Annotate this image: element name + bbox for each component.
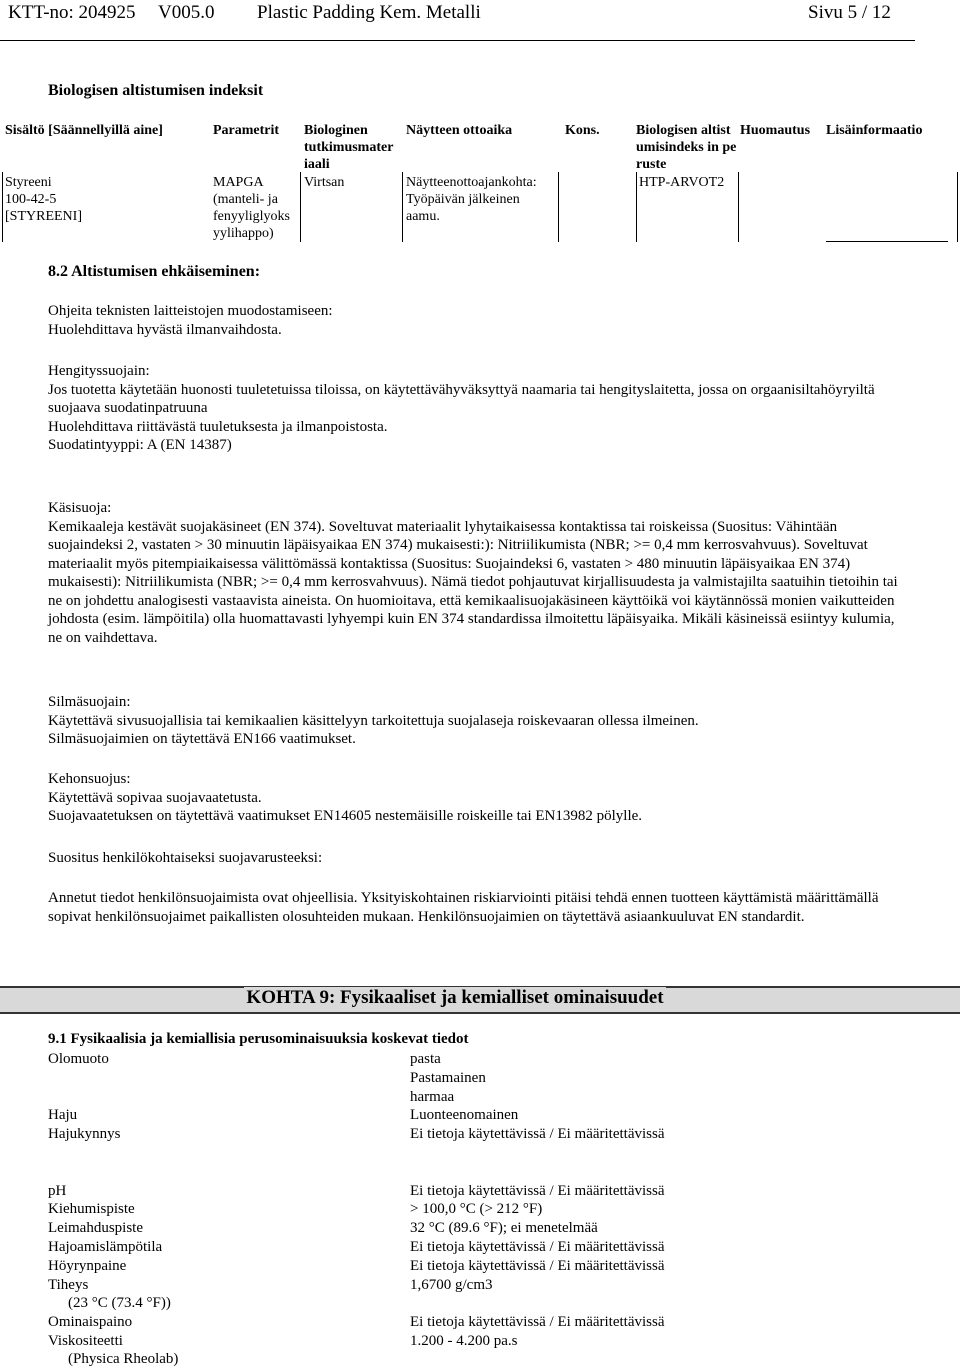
cell-material: Virtsan <box>304 175 345 190</box>
prop-viskositeetti-value: 1.200 - 4.200 pa.s <box>410 1333 518 1349</box>
prop-olomuoto-value-1: pasta <box>410 1051 441 1067</box>
prop-olomuoto: Olomuoto <box>48 1051 109 1067</box>
cell-time-line: Työpäivän jälkeinen <box>406 192 520 207</box>
hand-text: Kemikaaleja kestävät suojakäsineet (EN 374). Soveltuvat materiaalit lyhytaikaisessa kontaktissa tai roiskeissa (Suositus: Vähintään suojaindeksi 2, vastaten > 30 minuutin läpäisyaikaa EN 374) mukaisesti:): Nitriilikumista (NBR; >= 0,4 mm kerrosvahvuus). Soveltuvat materiaalit myös pitempiaikaisessa välittömässä kontaktissa (Suositus: Suojaindeksi 6, vastaten > 480 minuutin läpäisyaikaa EN 374) mukaisesti): Nitriilikumista (NBR; >= 0,4 mm kerrosvahvuus). Nämä tiedot pohjautuvat kirjallisuudesta ja valmistajilta saatuihin tietoihin tai ne on johdettu analogisesti vastaavista aineista. On huomioitava, että kemikaalisuojakäsineen käyttöikä voi käytännössä monien vaikutteiden johdosta (esim. lämpöitila) olla huomattavasti lyhyempi kuin EN 374 standardissa ilmoitettu läpäisyaika. Mikäli käsineissä esiintyy kulumia, ne on vaihdettava. <box>48 518 898 646</box>
header-product: Plastic Padding Kem. Metalli <box>257 2 481 23</box>
table-vline <box>957 172 958 242</box>
cell-parameter-line: yylihappo) <box>213 226 274 241</box>
col-header-substance: Sisältö [Säännellyillä aine] <box>5 123 163 138</box>
hand-block <box>48 499 910 647</box>
prop-hajoamislampotila: Hajoamislämpötila <box>48 1239 163 1255</box>
prop-hoyrynpaine-value: Ei tietoja käytettävissä / Ei määritettävissä <box>410 1258 665 1274</box>
eye-block <box>48 693 910 749</box>
col-header-note: Huomautus <box>740 123 811 138</box>
prop-leimahduspiste-value: 32 °C (89.6 °F); ei menetelmää <box>410 1220 598 1236</box>
table-vline <box>2 172 3 242</box>
prop-olomuoto-value-2: Pastamainen <box>410 1070 486 1086</box>
cell-substance-line: Styreeni <box>5 175 52 190</box>
header-page: Sivu 5 / 12 <box>808 2 891 23</box>
table-vline <box>300 172 301 242</box>
eye-text-1: Käytettävä sivusuojallisia tai kemikaalien käsittelyyn tarkoitettuja suojalaseja roiskevaaran ollessa ilmeinen. <box>48 712 699 729</box>
prop-hoyrynpaine: Höyrynpaine <box>48 1258 127 1274</box>
eye-text-2: Silmäsuojaimien on täytettävä EN166 vaatimukset. <box>48 731 356 747</box>
col-header-conc: Kons. <box>565 123 600 138</box>
body-text-1: Käytettävä sopivaa suojavaatetusta. <box>48 789 262 806</box>
body-label: Kehonsuojus: <box>48 771 131 787</box>
section-9-title <box>0 987 910 1009</box>
col-header-basis: Biologisen altistumisindeks in peruste <box>636 123 737 172</box>
prop-kiehumispiste-value: > 100,0 °C (> 212 °F) <box>410 1201 543 1217</box>
col-header-parameter: Parametrit <box>213 123 280 138</box>
prop-ph: pH <box>48 1183 67 1199</box>
body-block <box>48 770 910 826</box>
col-header-material: Biologinen tutkimusmater iaali <box>304 123 394 172</box>
cell-basis: HTP-ARVOT2 <box>639 175 725 190</box>
cell-substance-line: 100-42-5 <box>5 192 57 207</box>
col-header-time: Näytteen ottoaika <box>406 123 513 138</box>
cell-substance <box>5 174 82 225</box>
prop-viskositeetti-condition: (Physica Rheolab) <box>68 1351 179 1367</box>
header-version: V005.0 <box>158 2 215 23</box>
cell-parameter-line: MAPGA <box>213 175 264 190</box>
cell-time-line: aamu. <box>406 209 440 224</box>
section-9-1-title: 9.1 Fysikaalisia ja kemiallisia perusominaisuuksia koskevat tiedot <box>48 1031 469 1047</box>
resp-text-2: Huolehdittava riittävästä tuuletuksesta ja ilmanpoistosta. <box>48 418 388 435</box>
bio-section-title: Biologisen altistumisen indeksit <box>48 82 264 99</box>
body-text-2: Suojavaatetuksen on täytettävä vaatimukset EN14605 nestemäisille roiskeille tai EN13982 pölylle. <box>48 808 643 824</box>
prop-olomuoto-value-3: harmaa <box>410 1089 455 1105</box>
hand-label: Käsisuoja: <box>48 500 112 516</box>
prop-tiheys: Tiheys <box>48 1277 89 1293</box>
resp-block <box>48 362 910 455</box>
cell-substance-line: [STYREENI] <box>5 209 82 224</box>
resp-text-1: Jos tuotetta käytetään huonosti tuuletetuissa tiloissa, on käytettävähyväksyttyä naamaria tai hengityslaitetta, jossa on orgaanisiltahöyryiltä suojaava suodatinpatruuna <box>48 381 875 416</box>
header-rule <box>0 40 915 41</box>
tech-label: Ohjeita teknisten laitteistojen muodostamiseen: <box>48 303 333 319</box>
prop-viskositeetti: Viskositeetti <box>48 1333 123 1349</box>
table-vline <box>636 172 637 242</box>
prop-haju-value: Luonteenomainen <box>410 1107 519 1123</box>
table-vline <box>558 172 559 242</box>
prop-ominaispaino: Ominaispaino <box>48 1314 133 1330</box>
tech-block <box>48 302 910 339</box>
cell-parameter <box>213 174 290 242</box>
prop-haju: Haju <box>48 1107 78 1123</box>
section-9-title-text: KOHTA 9: Fysikaaliset ja kemialliset ominaisuudet <box>246 987 664 1008</box>
prop-tiheys-value: 1,6700 g/cm3 <box>410 1277 493 1293</box>
prop-kiehumispiste: Kiehumispiste <box>48 1201 135 1217</box>
prop-leimahduspiste: Leimahduspiste <box>48 1220 143 1236</box>
table-vline <box>738 172 739 242</box>
prop-hajoamislampotila-value: Ei tietoja käytettävissä / Ei määritettävissä <box>410 1239 665 1255</box>
cell-time <box>406 174 537 225</box>
cell-parameter-line: (manteli- ja <box>213 192 278 207</box>
ppe-text: Annetut tiedot henkilönsuojaimista ovat ohjeellisia. Yksityiskohtainen riskiarviointi pitäisi tehdä ennen tuotteen käyttämistä määrittämällä sopivat henkilönsuojaimet paikallisten olosuhteiden mukaan. Henkilönsuojaimien on täytettävä asiaankuuluvat EN standardit. <box>48 890 879 925</box>
resp-text-3: Suodatintyyppi: A (EN 14387) <box>48 437 232 453</box>
prop-ominaispaino-value: Ei tietoja käytettävissä / Ei määritettävissä <box>410 1314 665 1330</box>
table-vline <box>402 172 403 242</box>
table-bottom-rule <box>826 241 948 242</box>
tech-text: Huolehdittava hyvästä ilmanvaihdosta. <box>48 321 282 338</box>
cell-parameter-line: fenyyliglyoks <box>213 209 290 224</box>
header-ktt: KTT-no: 204925 <box>8 2 136 23</box>
prop-tiheys-condition: (23 °C (73.4 °F)) <box>68 1295 171 1311</box>
prop-hajukynnys-value: Ei tietoja käytettävissä / Ei määritettävissä <box>410 1126 665 1142</box>
resp-label: Hengityssuojain: <box>48 363 150 379</box>
cell-time-line: Näytteenottoajankohta: <box>406 175 537 190</box>
ppe-label: Suositus henkilökohtaiseksi suojavarusteeksi: <box>48 850 323 866</box>
eye-label: Silmäsuojain: <box>48 694 131 710</box>
prop-ph-value: Ei tietoja käytettävissä / Ei määritettävissä <box>410 1183 665 1199</box>
section-8-2-title: 8.2 Altistumisen ehkäiseminen: <box>48 263 261 280</box>
prop-hajukynnys: Hajukynnys <box>48 1126 121 1142</box>
col-header-info: Lisäinformaatio <box>826 123 923 138</box>
